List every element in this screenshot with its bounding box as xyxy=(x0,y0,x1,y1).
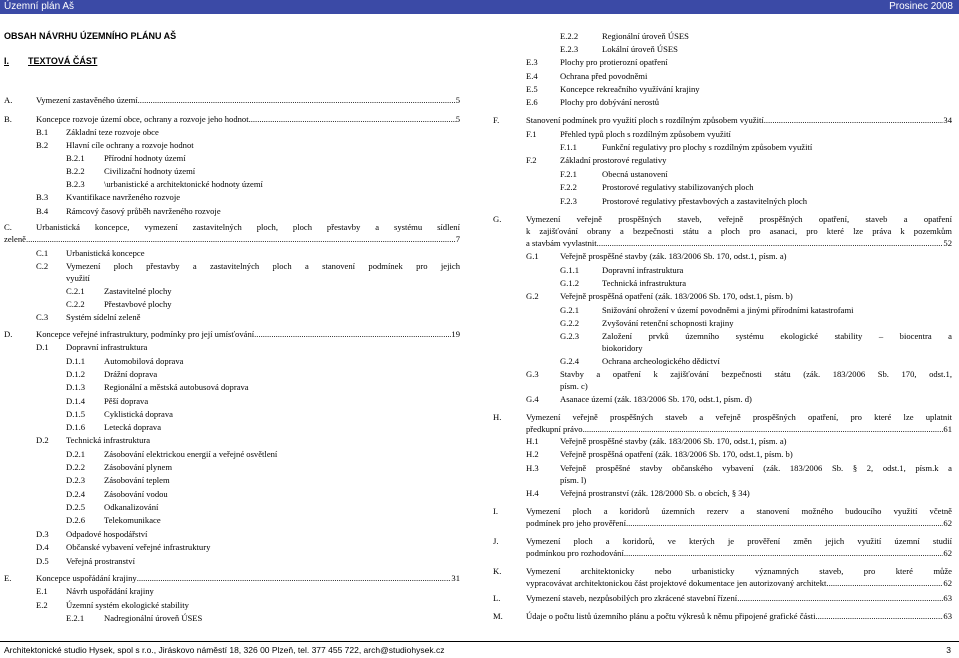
toc-c-leader xyxy=(26,234,456,245)
toc-d13-num: D.1.3 xyxy=(66,382,86,392)
toc-h3-line1: Veřejně prospěšné stavby občanského vybavení (zák. 183/2006 Sb. § 2, odst.1, písm.k a xyxy=(560,463,952,473)
toc-f22-num: F.2.2 xyxy=(560,182,577,192)
toc-a-entry xyxy=(36,95,460,106)
toc-i-leader xyxy=(626,518,943,529)
page-header xyxy=(0,0,959,14)
toc-f2-text: Základní prostorové regulativy xyxy=(560,155,667,165)
toc-b-page: 5 xyxy=(455,114,460,124)
toc-h4-num: H.4 xyxy=(526,488,539,498)
section-i-title: TEXTOVÁ ČÁST xyxy=(28,56,98,66)
toc-f23-num: F.2.3 xyxy=(560,196,577,206)
toc-b-num: B. xyxy=(4,114,12,124)
toc-b4-text: Rámcový časový průběh navrženého rozvoje xyxy=(66,206,221,216)
toc-d12-num: D.1.2 xyxy=(66,369,86,379)
toc-d16-text: Letecká doprava xyxy=(104,422,162,432)
toc-i-line2: podmínek pro jeho prověření xyxy=(526,518,626,528)
toc-d-text: Koncepce veřejné infrastruktury, podmínky pro její umísťování xyxy=(36,329,255,339)
toc-a-num: A. xyxy=(4,95,13,105)
toc-e2-num: E.2 xyxy=(36,600,48,610)
toc-title: OBSAH NÁVRHU ÚZEMNÍHO PLÁNU AŠ xyxy=(4,31,177,41)
toc-d2-text: Technická infrastruktura xyxy=(66,435,151,445)
toc-c-entry xyxy=(4,234,460,245)
toc-c2-line1: Vymezení ploch přestavby a zastavitelných ploch a stanovení podmínek pro jejich xyxy=(66,261,460,271)
toc-j-page: 62 xyxy=(943,548,952,558)
toc-b-entry xyxy=(36,114,460,125)
toc-b3-text: Kvantifikace navrženého rozvoje xyxy=(66,192,181,202)
toc-g4-num: G.4 xyxy=(526,394,539,404)
toc-e-page: 31 xyxy=(451,573,460,583)
toc-e-num: E. xyxy=(4,573,12,583)
toc-a-leader xyxy=(138,95,456,106)
footer-page-number: 3 xyxy=(946,645,951,655)
toc-h-line1: Vymezení veřejně prospěšných staveb a veřejně prospěšných opatření, pro které lze uplatnit xyxy=(526,412,952,422)
toc-c3-num: C.3 xyxy=(36,312,49,322)
toc-f2-num: F.2 xyxy=(526,155,537,165)
toc-g-num: G. xyxy=(493,214,502,224)
toc-d5-text: Veřejná prostranství xyxy=(66,556,135,566)
page-footer xyxy=(0,641,959,658)
toc-d15-text: Cyklistická doprava xyxy=(104,409,173,419)
toc-g12-text: Technická infrastruktura xyxy=(602,278,687,288)
toc-f1-text: Přehled typů ploch s rozdílným způsobem využití xyxy=(560,129,731,139)
toc-c21-num: C.2.1 xyxy=(66,286,85,296)
toc-b2-text: Hlavní cíle ochrany a rozvoje hodnot xyxy=(66,140,194,150)
footer-left: Architektonické studio Hysek, spol s r.o., Jiráskovo náměstí 18, 326 00 Plzeň, tel. 377 455 722, arch@studiohysek.cz xyxy=(4,645,445,655)
toc-d26-text: Telekomunikace xyxy=(104,515,161,525)
toc-d1-text: Dopravní infrastruktura xyxy=(66,342,148,352)
toc-g23-num: G.2.3 xyxy=(560,331,580,341)
toc-b4-num: B.4 xyxy=(36,206,49,216)
toc-i-page: 62 xyxy=(943,518,952,528)
toc-a-page: 5 xyxy=(455,95,460,105)
toc-d-leader xyxy=(254,329,451,340)
toc-d23-num: D.2.3 xyxy=(66,475,86,485)
toc-d21-num: D.2.1 xyxy=(66,449,86,459)
toc-g-entry xyxy=(526,238,952,249)
toc-d3-num: D.3 xyxy=(36,529,49,539)
toc-e6-num: E.6 xyxy=(526,97,538,107)
toc-h-leader xyxy=(583,424,944,435)
toc-e21-num: E.2.1 xyxy=(66,613,85,623)
toc-d5-num: D.5 xyxy=(36,556,49,566)
toc-e-entry xyxy=(36,573,460,584)
toc-e-leader xyxy=(137,573,452,584)
toc-c-line2: zeleně xyxy=(4,234,26,244)
toc-g-line2: k zajišťování obrany a bezpečnosti státu a ploch pro asanaci, pro které lze práva k pozemkům xyxy=(526,226,952,236)
toc-d25-text: Odkanalizování xyxy=(104,502,159,512)
toc-f23-text: Prostorové regulativy přestavbových a zastavitelných ploch xyxy=(602,196,807,206)
toc-f21-text: Obecná ustanovení xyxy=(602,169,668,179)
toc-g-leader xyxy=(597,238,944,249)
toc-m-leader xyxy=(815,611,943,622)
toc-j-line1: Vymezení ploch a koridorů, ve kterých je prověření změn jejich využití územní studií xyxy=(526,536,952,546)
toc-g1-num: G.1 xyxy=(526,251,539,261)
toc-c1-text: Urbanistická koncepce xyxy=(66,248,145,258)
toc-i-line1: Vymezení ploch a koridorů územních rezerv a stanovení možného budoucího využití včetně xyxy=(526,506,952,516)
toc-i-num: I. xyxy=(493,506,499,516)
toc-c-page: 7 xyxy=(455,234,460,244)
toc-b3-num: B.3 xyxy=(36,192,49,202)
toc-k-line2: vypracovávat architektonickou část projektové dokumentace jen autorizovaný architekt xyxy=(526,578,827,588)
toc-f-leader xyxy=(764,115,944,126)
toc-d12-text: Drážní doprava xyxy=(104,369,158,379)
toc-g11-text: Dopravní infrastruktura xyxy=(602,265,684,275)
toc-h3-num: H.3 xyxy=(526,463,539,473)
toc-d-num: D. xyxy=(4,329,13,339)
toc-c3-text: Systém sídelní zeleně xyxy=(66,312,141,322)
toc-c1-num: C.1 xyxy=(36,248,49,258)
toc-g-line1: Vymezení veřejně prospěšných staveb, veřejně prospěšných opatření, staveb a opatření xyxy=(526,214,952,224)
toc-e2-text: Územní systém ekologické stability xyxy=(66,600,189,610)
toc-g12-num: G.1.2 xyxy=(560,278,580,288)
toc-h-line2: předkupní právo xyxy=(526,424,583,434)
toc-g23-line1: Založení prvků územního systému ekologické stability – biocentra a xyxy=(602,331,952,341)
toc-g22-text: Zvyšování retenční schopnosti krajiny xyxy=(602,318,734,328)
toc-d22-text: Zásobování plynem xyxy=(104,462,173,472)
toc-b-text: Koncepce rozvoje území obce, ochrany a rozvoje jeho hodnot xyxy=(36,114,249,124)
toc-g24-text: Ochrana archeologického dědictví xyxy=(602,356,720,366)
toc-k-page: 62 xyxy=(943,578,952,588)
toc-c-line1: Urbanistická koncepce, vymezení zastavitelných ploch, ploch přestavby a systému sídlení xyxy=(36,222,460,232)
toc-d14-num: D.1.4 xyxy=(66,396,86,406)
toc-k-entry xyxy=(526,578,952,589)
toc-b23-text: \urbanistické a architektonické hodnoty území xyxy=(104,179,263,189)
toc-g2-num: G.2 xyxy=(526,291,539,301)
toc-f-page: 34 xyxy=(943,115,952,125)
toc-f-entry xyxy=(526,115,952,126)
toc-g22-num: G.2.2 xyxy=(560,318,580,328)
toc-e3-text: Plochy pro protierozní opatření xyxy=(560,57,668,67)
toc-d22-num: D.2.2 xyxy=(66,462,86,472)
toc-b23-num: B.2.3 xyxy=(66,179,85,189)
toc-e6-text: Plochy pro dobývání nerostů xyxy=(560,97,660,107)
toc-h3-line2: písm. l) xyxy=(560,475,587,485)
toc-e22-num: E.2.2 xyxy=(560,31,579,41)
toc-h2-num: H.2 xyxy=(526,449,539,459)
toc-h2-text: Veřejně prospěšná opatření (zák. 183/2006 Sb. 170, odst.1, písm. b) xyxy=(560,449,793,459)
toc-h4-text: Veřejná prostranství (zák. 128/2000 Sb. o obcích, § 34) xyxy=(560,488,750,498)
toc-j-entry xyxy=(526,548,952,559)
section-i-num: I. xyxy=(4,56,10,66)
toc-f22-text: Prostorové regulativy stabilizovaných ploch xyxy=(602,182,754,192)
toc-d4-num: D.4 xyxy=(36,542,49,552)
toc-g4-text: Asanace území (zák. 183/2006 Sb. 170, odst.1, písm. d) xyxy=(560,394,752,404)
header-right: Prosinec 2008 xyxy=(889,1,953,12)
toc-k-leader xyxy=(826,578,943,589)
toc-d25-num: D.2.5 xyxy=(66,502,86,512)
toc-c-num: C. xyxy=(4,222,12,232)
toc-d-entry xyxy=(36,329,460,340)
toc-b21-num: B.2.1 xyxy=(66,153,85,163)
toc-l-leader xyxy=(737,593,943,604)
toc-b1-text: Základní teze rozvoje obce xyxy=(66,127,159,137)
toc-d-page: 19 xyxy=(451,329,460,339)
toc-d13-text: Regionální a městská autobusová doprava xyxy=(104,382,249,392)
toc-e-text: Koncepce uspořádání krajiny xyxy=(36,573,137,583)
toc-j-leader xyxy=(624,548,944,559)
toc-d23-text: Zásobování teplem xyxy=(104,475,170,485)
toc-c22-text: Přestavbové plochy xyxy=(104,299,172,309)
toc-e3-num: E.3 xyxy=(526,57,538,67)
toc-i-entry xyxy=(526,518,952,529)
toc-g21-num: G.2.1 xyxy=(560,305,580,315)
toc-e4-text: Ochrana před povodněmi xyxy=(560,71,648,81)
toc-d14-text: Pěší doprava xyxy=(104,396,149,406)
toc-d4-text: Občanské vybavení veřejné infrastruktury xyxy=(66,542,211,552)
header-left: Územní plán Aš xyxy=(4,1,75,12)
toc-h1-text: Veřejně prospěšné stavby (zák. 183/2006 Sb. 170, odst.1, písm. a) xyxy=(560,436,787,446)
toc-g1-text: Veřejně prospěšné stavby (zák. 183/2006 Sb. 170, odst.1, písm. a) xyxy=(560,251,787,261)
toc-l-entry xyxy=(526,593,952,604)
toc-g3-line2: písm. c) xyxy=(560,381,588,391)
toc-f21-num: F.2.1 xyxy=(560,169,577,179)
toc-g21-text: Snižování ohrožení v území povodněmi a jinými přírodními katastrofami xyxy=(602,305,854,315)
toc-f-num: F. xyxy=(493,115,500,125)
toc-h-num: H. xyxy=(493,412,502,422)
toc-e23-text: Lokální úroveň ÚSES xyxy=(602,44,678,54)
toc-c2-line2: využití xyxy=(66,273,90,283)
toc-c21-text: Zastavitelné plochy xyxy=(104,286,172,296)
toc-d21-text: Zásobování elektrickou energií a veřejné osvětlení xyxy=(104,449,278,459)
toc-d2-num: D.2 xyxy=(36,435,49,445)
toc-g11-num: G.1.1 xyxy=(560,265,580,275)
toc-b22-text: Civilizační hodnoty území xyxy=(104,166,196,176)
toc-e5-num: E.5 xyxy=(526,84,538,94)
toc-c22-num: C.2.2 xyxy=(66,299,85,309)
toc-m-text: Údaje o počtu listů územního plánu a počtu výkresů k němu připojené grafické části xyxy=(526,611,816,621)
toc-j-line2: podmínkou pro rozhodování xyxy=(526,548,624,558)
toc-k-num: K. xyxy=(493,566,502,576)
toc-e22-text: Regionální úroveň ÚSES xyxy=(602,31,689,41)
toc-m-page: 63 xyxy=(943,611,952,621)
toc-j-num: J. xyxy=(493,536,499,546)
toc-l-num: L. xyxy=(493,593,501,603)
toc-a-text: Vymezení zastavěného území xyxy=(36,95,138,105)
toc-b22-num: B.2.2 xyxy=(66,166,85,176)
toc-k-line1: Vymezení architektonicky nebo urbanisticky významných staveb, pro které může xyxy=(526,566,952,576)
toc-g-line3: a stavbám vyvlastnit xyxy=(526,238,597,248)
toc-e23-num: E.2.3 xyxy=(560,44,579,54)
toc-b1-num: B.1 xyxy=(36,127,49,137)
toc-e5-text: Koncepce rekreačního využívání krajiny xyxy=(560,84,700,94)
toc-d11-num: D.1.1 xyxy=(66,356,86,366)
toc-g2-text: Veřejně prospěšná opatření (zák. 183/2006 Sb. 170, odst.1, písm. b) xyxy=(560,291,793,301)
toc-f1-num: F.1 xyxy=(526,129,537,139)
toc-d24-text: Zásobování vodou xyxy=(104,489,168,499)
toc-m-num: M. xyxy=(493,611,503,621)
toc-b2-num: B.2 xyxy=(36,140,49,150)
toc-d3-text: Odpadové hospodářství xyxy=(66,529,148,539)
toc-g-page: 52 xyxy=(943,238,952,248)
toc-b21-text: Přírodní hodnoty území xyxy=(104,153,186,163)
toc-l-page: 63 xyxy=(943,593,952,603)
toc-h-page: 61 xyxy=(943,424,952,434)
toc-l-text: Vymezení staveb, nezpůsobilých pro zkrácené stavební řízení xyxy=(526,593,738,603)
toc-f11-num: F.1.1 xyxy=(560,142,577,152)
toc-c2-num: C.2 xyxy=(36,261,49,271)
toc-d24-num: D.2.4 xyxy=(66,489,86,499)
toc-e1-num: E.1 xyxy=(36,586,48,596)
toc-d11-text: Automobilová doprava xyxy=(104,356,184,366)
toc-d1-num: D.1 xyxy=(36,342,49,352)
toc-b-leader xyxy=(249,114,456,125)
toc-g3-num: G.3 xyxy=(526,369,539,379)
toc-d26-num: D.2.6 xyxy=(66,515,86,525)
toc-f-text: Stanovení podmínek pro využití ploch s rozdílným způsobem využití xyxy=(526,115,764,125)
toc-e1-text: Návrh uspořádání krajiny xyxy=(66,586,154,596)
toc-m-entry xyxy=(526,611,952,622)
toc-h1-num: H.1 xyxy=(526,436,539,446)
toc-e4-num: E.4 xyxy=(526,71,538,81)
toc-d16-num: D.1.6 xyxy=(66,422,86,432)
toc-e21-text: Nadregionální úroveň ÚSES xyxy=(104,613,203,623)
toc-g23-line2: biokoridory xyxy=(602,343,643,353)
toc-f11-text: Funkční regulativy pro plochy s rozdílným způsobem využití xyxy=(602,142,813,152)
toc-d15-num: D.1.5 xyxy=(66,409,86,419)
toc-g3-line1: Stavby a opatření k zajišťování bezpečnosti státu (zák. 183/2006 Sb. 170, odst.1, xyxy=(560,369,952,379)
toc-h-entry xyxy=(526,424,952,435)
toc-g24-num: G.2.4 xyxy=(560,356,580,366)
